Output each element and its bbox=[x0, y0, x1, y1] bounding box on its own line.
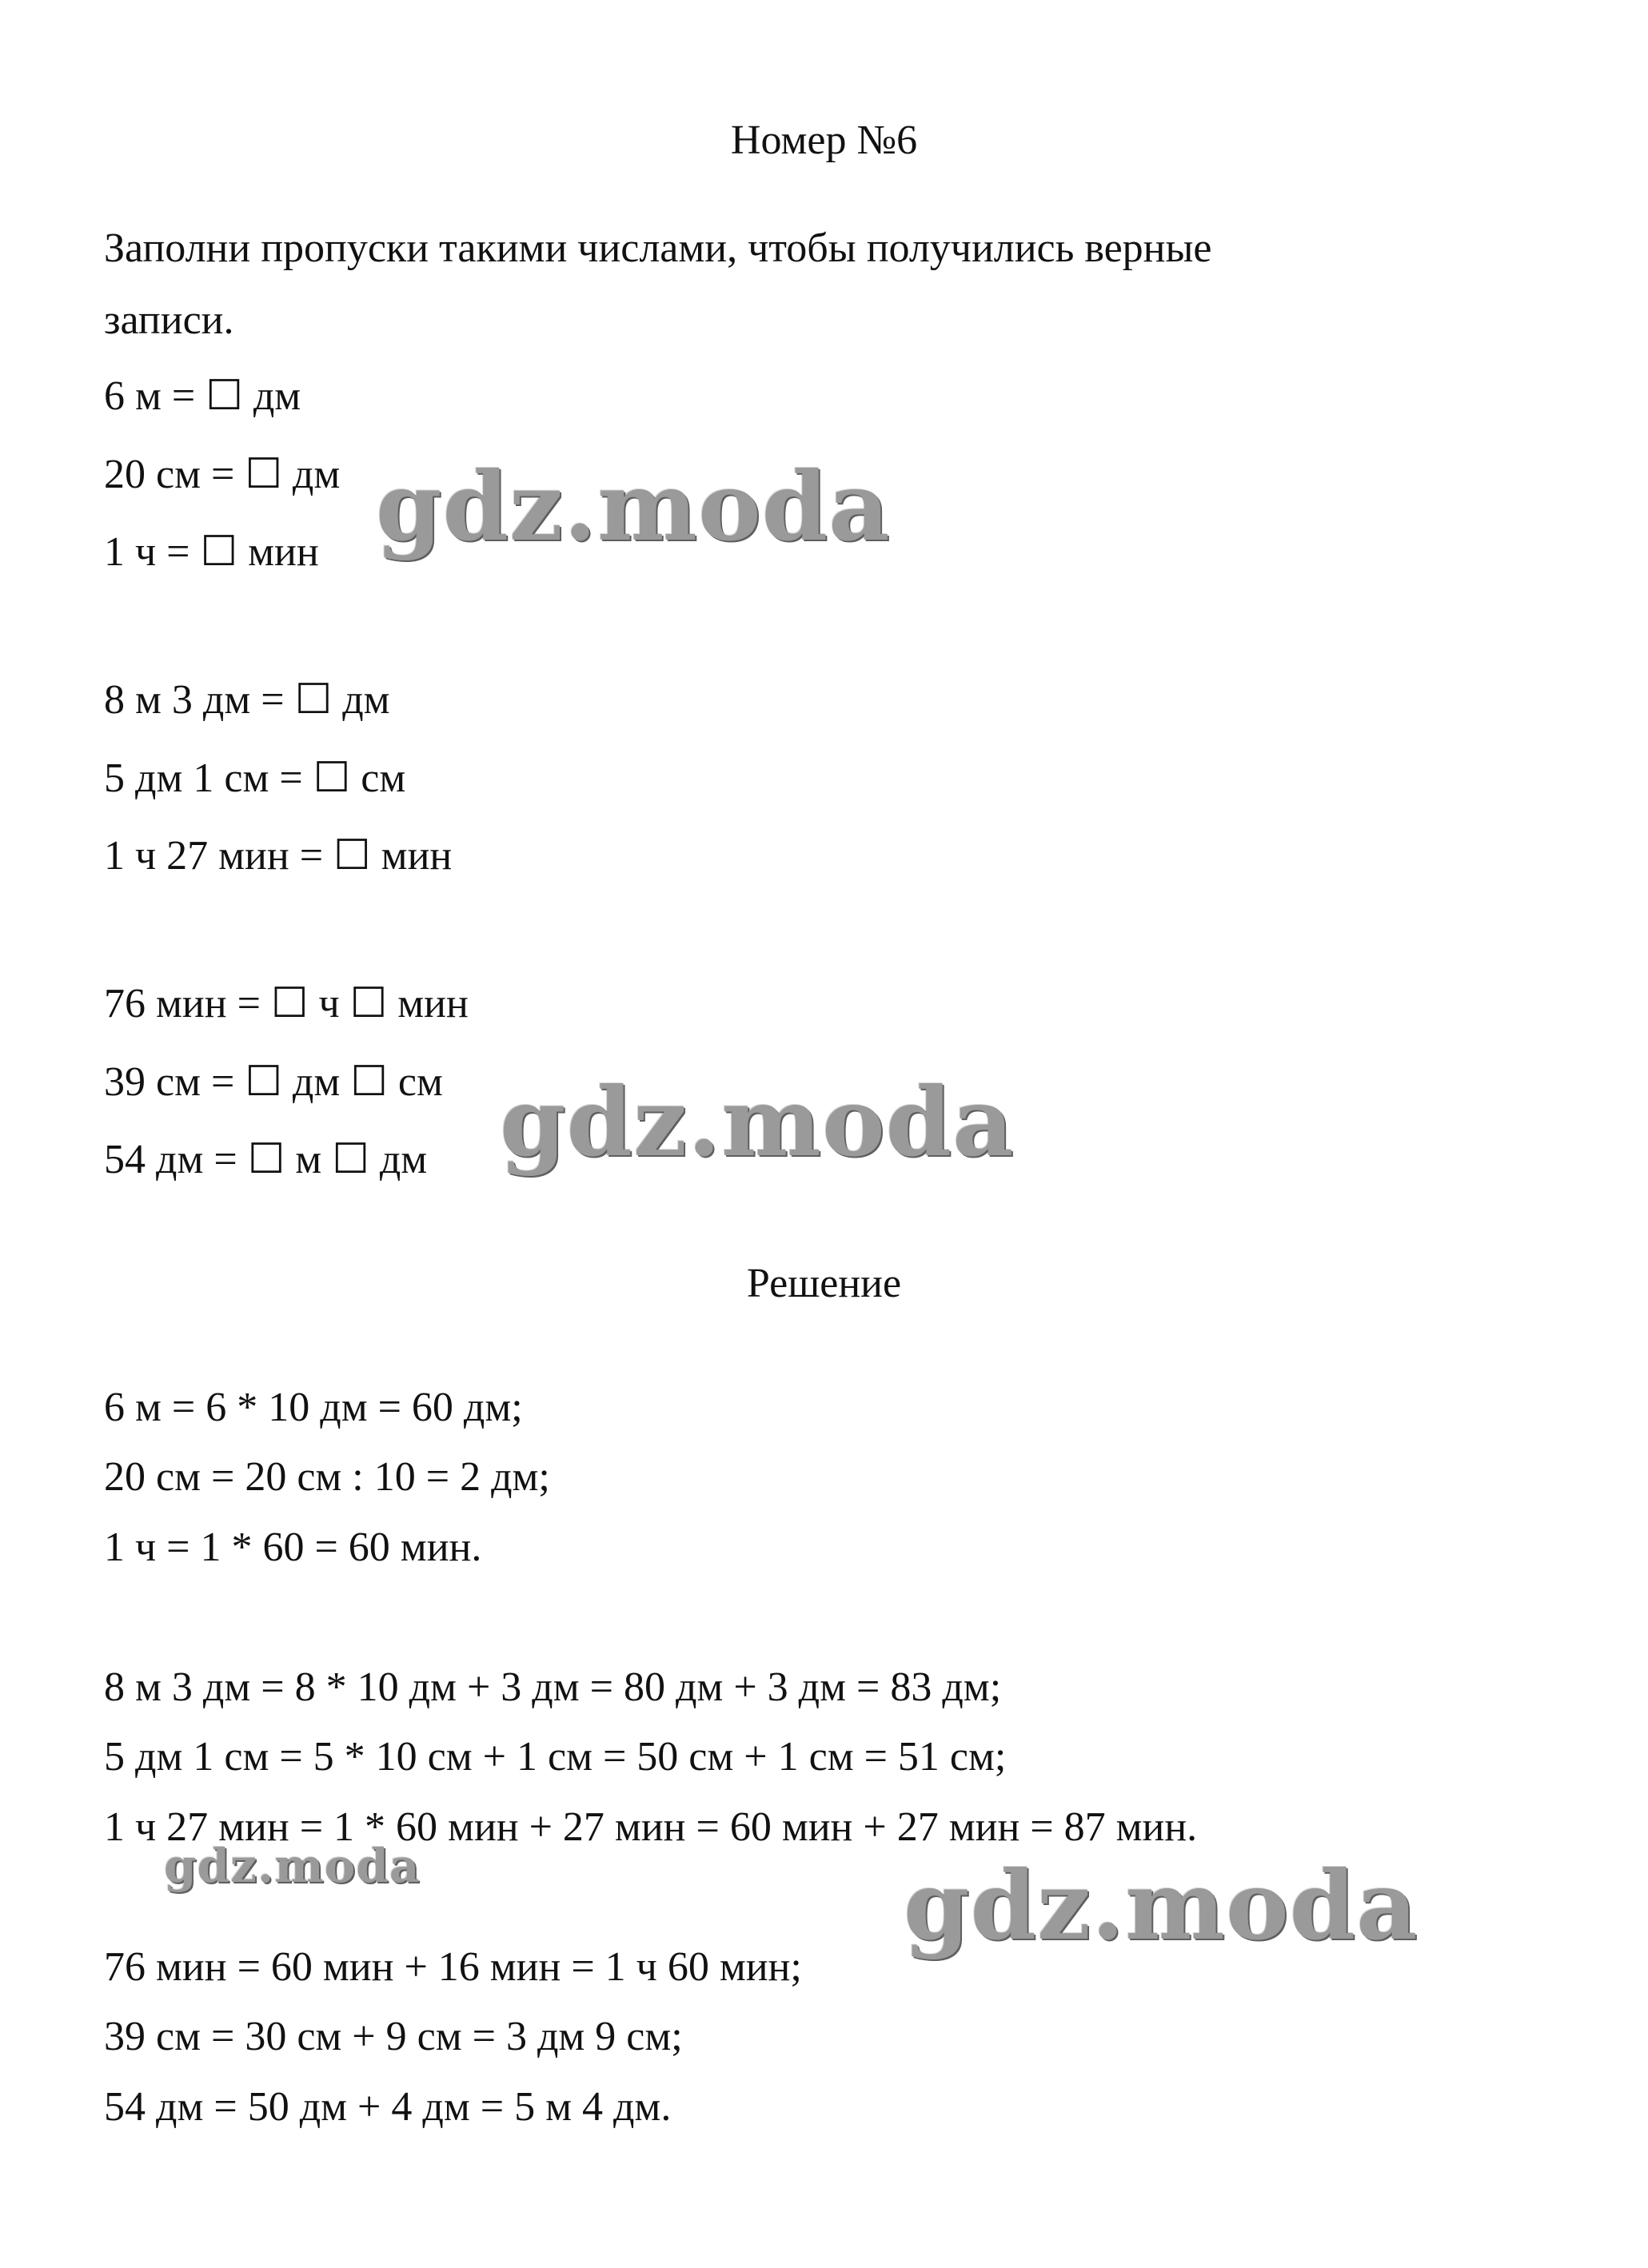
solution-item: 39 см = 30 см + 9 см = 3 дм 9 см; bbox=[104, 2014, 683, 2059]
watermark: gdz.moda bbox=[376, 451, 891, 562]
solution-item: 6 м = 6 * 10 дм = 60 дм; bbox=[104, 1385, 523, 1430]
task-item: 1 ч 27 мин = ☐ мин bbox=[104, 833, 453, 879]
task-item: 54 дм = ☐ м ☐ дм bbox=[104, 1137, 428, 1182]
solution-item: 76 мин = 60 мин + 16 мин = 1 ч 60 мин; bbox=[104, 1944, 802, 1990]
task-item: 20 см = ☐ дм bbox=[104, 452, 341, 497]
solution-item: 5 дм 1 см = 5 * 10 см + 1 см = 50 см + 1 см = 51 см; bbox=[104, 1734, 1007, 1780]
page-title: Номер №6 bbox=[730, 118, 918, 163]
watermark: gdz.moda bbox=[164, 1839, 421, 1893]
task-text-line-1: Заполни пропуски такими числами, чтобы получились верные bbox=[104, 225, 1212, 271]
task-item: 6 м = ☐ дм bbox=[104, 373, 301, 419]
solution-item: 54 дм = 50 дм + 4 дм = 5 м 4 дм. bbox=[104, 2084, 672, 2130]
task-item: 1 ч = ☐ мин bbox=[104, 529, 319, 575]
task-item: 8 м 3 дм = ☐ дм bbox=[104, 677, 390, 723]
task-item: 39 см = ☐ дм ☐ см bbox=[104, 1059, 443, 1105]
solution-item: 20 см = 20 см : 10 = 2 дм; bbox=[104, 1454, 550, 1500]
solution-item: 1 ч = 1 * 60 = 60 мин. bbox=[104, 1525, 482, 1570]
solution-item: 1 ч 27 мин = 1 * 60 мин + 27 мин = 60 мин + 27 мин = 87 мин. bbox=[104, 1804, 1198, 1850]
solution-item: 8 м 3 дм = 8 * 10 дм + 3 дм = 80 дм + 3 дм = 83 дм; bbox=[104, 1664, 1002, 1710]
task-item: 5 дм 1 см = ☐ см bbox=[104, 755, 406, 801]
solution-heading: Решение bbox=[746, 1261, 902, 1306]
task-text-line-2: записи. bbox=[104, 297, 234, 343]
task-item: 76 мин = ☐ ч ☐ мин bbox=[104, 981, 469, 1026]
watermark: gdz.moda bbox=[500, 1066, 1015, 1178]
watermark: gdz.moda bbox=[904, 1850, 1419, 1961]
